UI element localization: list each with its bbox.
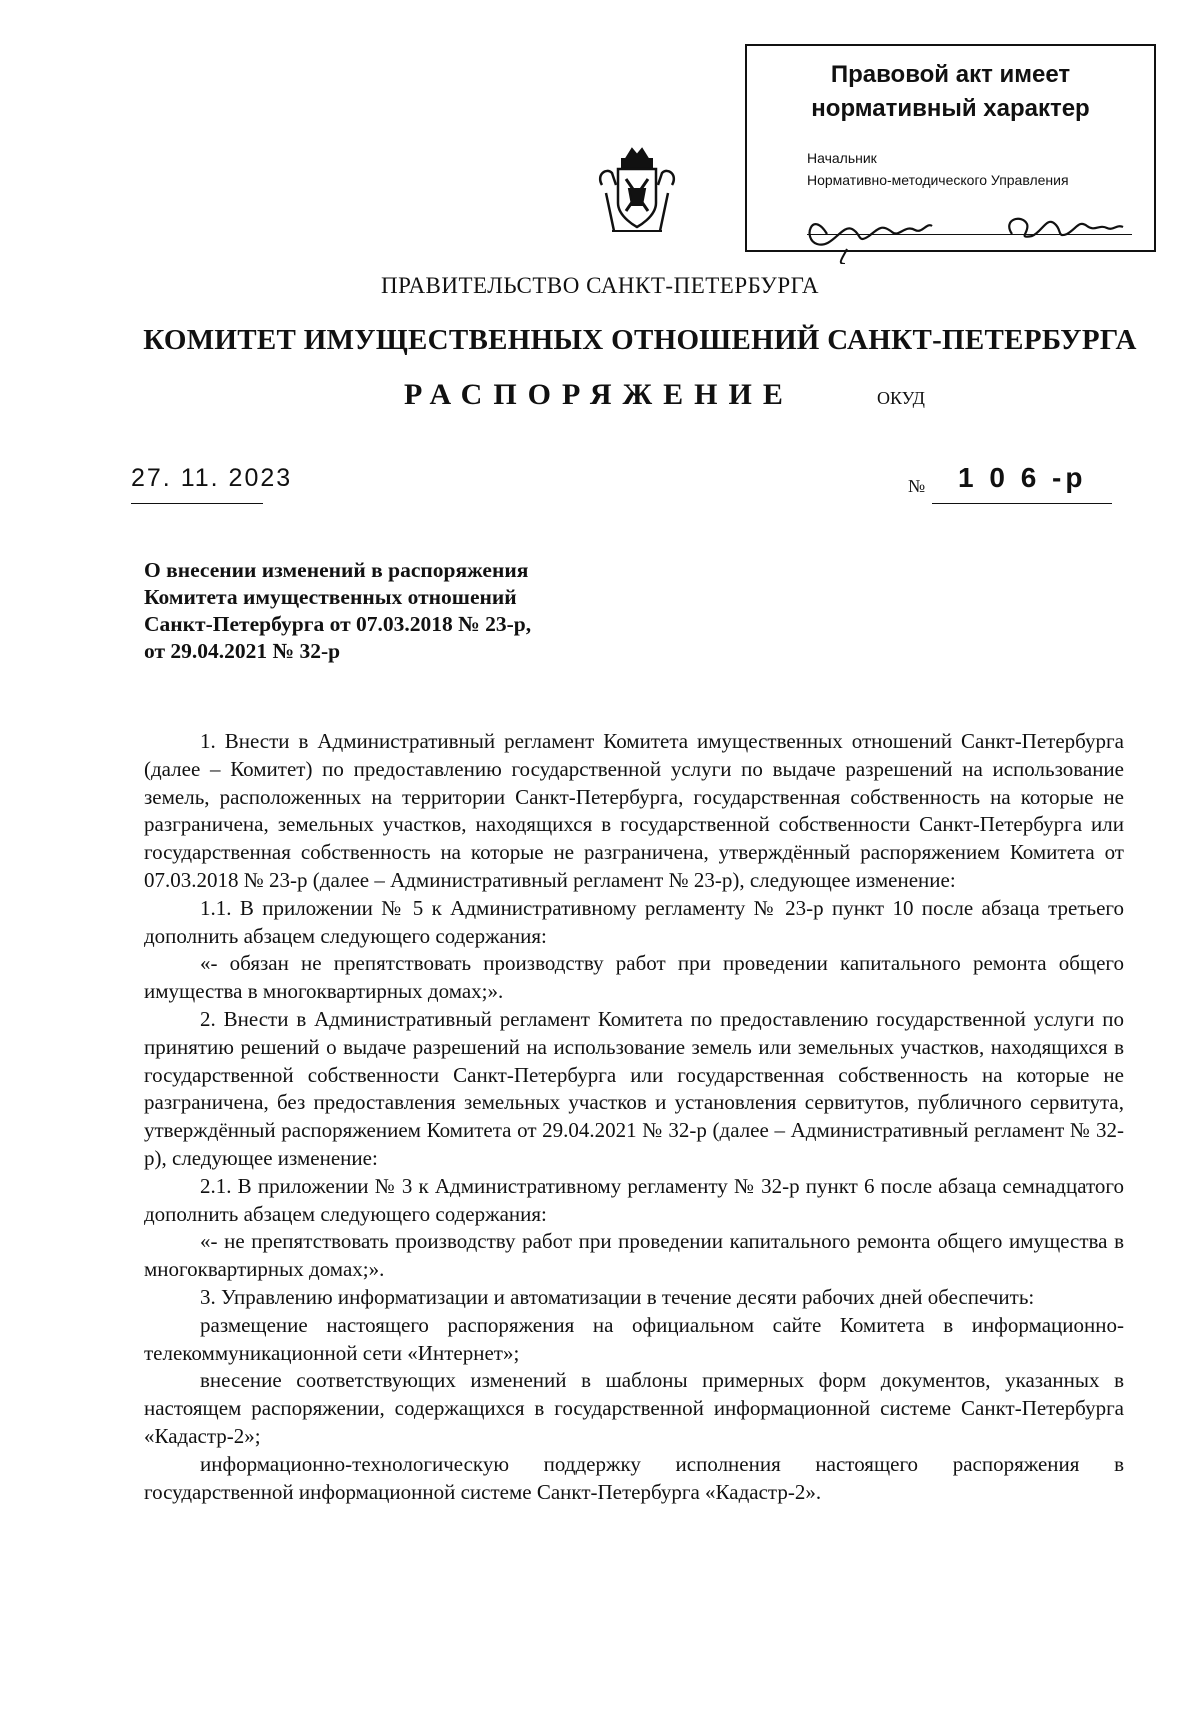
stamp-line-1: Правовой акт имеет — [830, 61, 1071, 88]
date-underline — [131, 503, 263, 504]
paragraph-1-1-text: «- обязан не препятствовать производству работ при проведении капитального ремонта общего имущества в многоквартирных домах;». — [144, 951, 1124, 1004]
normative-stamp — [745, 44, 1156, 252]
number-label: № — [908, 476, 926, 496]
paragraph-2: 2. Внести в Административный регламент Комитета по предоставлению государственной услуги по принятию решений о выдаче разрешений на использование земель или земельных участков, находящихся в государственной собственности Санкт-Петербурга или государственная собственность на которые не разграничена, без предоставления земельных участков и установления сервитутов, публичного сервитута, утверждённый распоряжением Комитета от 29.04.2021 № 32-р (далее – Административный регламент № 32-р), следующее изменение: — [144, 1006, 1124, 1170]
paragraph-3-item-1: размещение настоящего распоряжения на официальном сайте Комитета в информационно-телекоммуникационной сети «Интернет»; — [144, 1312, 1124, 1365]
subject-line: от 29.04.2021 № 32-р — [144, 639, 341, 663]
government-name: ПРАВИТЕЛЬСТВО САНКТ-ПЕТЕРБУРГА — [380, 273, 820, 298]
signature-icon — [787, 194, 1147, 264]
document-number: 1 0 6 -р — [958, 462, 1087, 493]
paragraph-3-item-2: внесение соответствующих изменений в шаблоны примерных форм документов, указанных в настоящем распоряжении, содержащихся в государственной информационной системе Санкт-Петербурга «Кадастр-2»; — [144, 1368, 1124, 1448]
paragraph-1-1: 1.1. В приложении № 5 к Административному регламенту № 23-р пункт 10 после абзаца третьего дополнить абзацем следующего содержания: — [144, 895, 1124, 948]
paragraph-2-1: 2.1. В приложении № 3 к Административному регламенту № 32-р пункт 6 после абзаца семнадцатого дополнить абзацем следующего содержания: — [144, 1173, 1124, 1226]
paragraph-3-item-3: информационно-технологическую поддержку исполнения настоящего распоряжения в государственной информационной системе Санкт-Петербурга «Кадастр-2». — [144, 1451, 1124, 1504]
okud-label: ОКУД — [877, 388, 925, 408]
paragraph-2-1-text: «- не препятствовать производству работ при проведении капитального ремонта общего имущества в многоквартирных домах;». — [144, 1229, 1124, 1282]
stamp-signature-line — [807, 234, 1132, 235]
stamp-line-2: нормативный характер — [811, 95, 1090, 122]
document-type: РАСПОРЯЖЕНИЕ — [404, 378, 794, 411]
document-body — [144, 728, 1124, 1506]
stamp-role-2: Нормативно-методического Управления — [807, 172, 1069, 188]
paragraph-1: 1. Внести в Административный регламент Комитета имущественных отношений Санкт-Петербурга (далее – Комитет) по предоставлению государственной услуги по выдаче разрешений на использование земель, расположенных на территории Санкт-Петербурга, государственная собственность на которые не разграничена, земельных участков, находящихся в государственной собственности Санкт-Петербурга или государственная собственность на которые не разграничена, утверждённый распоряжением Комитета от 07.03.2018 № 23-р (далее – Административный регламент № 23-р), следующее изменение: — [144, 729, 1124, 892]
paragraph-3: 3. Управлению информатизации и автоматизации в течение десяти рабочих дней обеспечить: — [200, 1284, 1035, 1309]
number-underline — [932, 503, 1112, 504]
subject-line: О внесении изменений в распоряжения — [144, 558, 529, 582]
subject-line: Комитета имущественных отношений — [144, 585, 517, 609]
document-date: 27. 11. 2023 — [131, 464, 293, 492]
coat-of-arms-icon — [592, 145, 682, 235]
committee-name: КОМИТЕТ ИМУЩЕСТВЕННЫХ ОТНОШЕНИЙ САНКТ-ПЕТЕРБУРГА — [143, 324, 1137, 356]
stamp-role-1: Начальник — [807, 150, 877, 166]
subject-line: Санкт-Петербурга от 07.03.2018 № 23-р, — [144, 612, 532, 636]
stamp-heading — [747, 58, 1154, 126]
document-subject — [144, 557, 644, 665]
